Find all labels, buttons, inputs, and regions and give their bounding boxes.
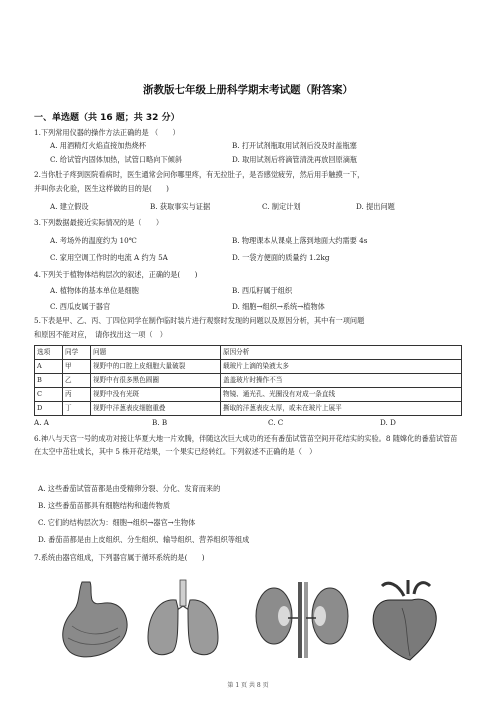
- table-cell: 甲: [63, 360, 91, 374]
- question-6-option-c: C. 它们的结构层次为：细胞→组织→器官→生物体: [38, 518, 196, 527]
- section-heading: 一、单选题（共 16 题；共 32 分）: [34, 113, 180, 123]
- question-1-option-a: A. 用酒精灯火焰直接加热烧杯: [50, 141, 147, 150]
- question-5-option-b: B. B: [152, 418, 168, 427]
- table-cell: 撕取的洋葱表皮太厚，或未在玻片上展平: [221, 402, 462, 416]
- table-cell: 盖盖玻片时操作不当: [221, 374, 462, 388]
- question-4-stem: 4.下列关于植物体结构层次的叙述，正确的是( ): [34, 270, 198, 279]
- question-2-option-a: A. 建立假设: [50, 202, 89, 211]
- question-1-option-c: C. 给试管内固体加热，试管口略向下倾斜: [50, 155, 183, 164]
- question-2-stem-line2: 并叫你去化验，医生这样做的目的是( ): [34, 184, 169, 193]
- question-3-stem: 3.下列数据最接近实际情况的是（ ）: [34, 218, 164, 227]
- question-6-option-a: A. 这些番茄试管苗都是由受精卵分裂、分化、发育而来的: [38, 484, 221, 493]
- question-5-table: [34, 345, 462, 416]
- table-cell: B: [35, 374, 63, 388]
- table-row: [35, 402, 462, 416]
- question-2-option-b: B. 获取事实与证据: [150, 202, 211, 211]
- table-row: [35, 360, 462, 374]
- stomach-image: [63, 582, 127, 657]
- table-header-cell: 选项: [35, 346, 63, 360]
- question-5-stem-line2: 和原因不能对应， 请你找出这一项（ ）: [34, 330, 167, 339]
- question-1-stem: 1.下列常用仪器的操作方法正确的是 （ ）: [34, 128, 180, 137]
- table-cell: 载玻片上滴的染液太多: [221, 360, 462, 374]
- question-5-option-a: A. A: [34, 418, 49, 427]
- question-5-stem-line1: 5.下表是甲、乙、丙、丁四位同学在制作临时装片进行观察时发现的问题以及原因分析，其中有一项问题: [34, 316, 365, 325]
- table-cell: 丁: [63, 402, 91, 416]
- table-cell: 乙: [63, 374, 91, 388]
- table-header-cell: 原因分析: [221, 346, 462, 360]
- heart-image: [373, 580, 436, 660]
- question-4-option-a: A. 植物体的基本单位是细胞: [50, 286, 139, 295]
- question-4-option-d: D. 细胞→组织→系统→植物体: [232, 302, 325, 311]
- question-6-option-b: B. 这些番茄苗都具有细胞结构和遗传物质: [38, 501, 171, 510]
- table-header-row: [35, 346, 462, 360]
- table-header-cell: 同学: [63, 346, 91, 360]
- lungs-image: [148, 580, 218, 655]
- question-1-option-b: B. 打开试剂瓶取用试剂后没及时盖瓶塞: [232, 141, 357, 150]
- table-cell: 视野中有很多黑色圆圈: [91, 374, 221, 388]
- table-header-cell: 问题: [91, 346, 221, 360]
- question-6-option-d: D. 番茄苗都是由上皮组织、分生组织、输导组织、营养组织等组成: [38, 535, 250, 544]
- page-footer: 第 1 页 共 8 页: [227, 682, 269, 689]
- table-cell: 视野中没有光斑: [91, 388, 221, 402]
- kidneys-image: [256, 582, 348, 658]
- question-4-option-c: C. 西瓜皮属于器官: [50, 302, 111, 311]
- table-row: [35, 374, 462, 388]
- table-cell: 视野中的口腔上皮细胞大量破裂: [91, 360, 221, 374]
- question-3-option-b: B. 物理课本从课桌上落到地面大约需要 4s: [232, 236, 368, 245]
- question-2-option-c: C. 制定计划: [262, 202, 301, 211]
- table-cell: 视野中洋葱表皮细胞重叠: [91, 402, 221, 416]
- page-title: 浙教版七年级上册科学期末考试题（附答案）: [143, 84, 353, 96]
- question-4-option-b: B. 西瓜籽属于组织: [232, 286, 293, 295]
- question-6-stem: 6.神八与天宫一号的成功对接让华夏大地一片欢腾，伴随这次巨大成功的还有番茄试管苗空间开花结实的实验。8 随嫦化的番茄试管苗在太空中茁壮成长，其中 5 株开花结果，一个果实已经转红。下列叙述不正确的是（ ）: [34, 434, 458, 456]
- question-3-option-c: C. 家用空调工作时的电流 A 约为 5A: [50, 253, 168, 262]
- question-2-option-d: D. 提出问题: [356, 202, 395, 211]
- question-2-stem-line1: 2.当你肚子疼到医院看病时，医生通常会问你哪里疼，有无拉肚子，是否感觉疲劳，然后用手触摸一下，: [34, 170, 365, 179]
- table-cell: 丙: [63, 388, 91, 402]
- table-cell: D: [35, 402, 63, 416]
- question-1-option-d: D. 取用试剂后将滴管清洗再放回原滴瓶: [232, 155, 358, 164]
- question-5-option-c: C. C: [268, 418, 284, 427]
- table-cell: 物镜、通光孔、光圈没有对成一条直线: [221, 388, 462, 402]
- question-5-option-d: D. D: [380, 418, 396, 427]
- question-7-stem: 7.系统由器官组成，下列器官属于循环系统的是( ): [34, 553, 205, 562]
- table-cell: C: [35, 388, 63, 402]
- table-row: [35, 388, 462, 402]
- question-3-option-a: A. 考场外的温度约为 10℃: [50, 236, 137, 245]
- organ-images: [52, 578, 442, 662]
- table-cell: A: [35, 360, 63, 374]
- question-3-option-d: D. 一袋方便面的质量约 1.2kg: [232, 253, 330, 262]
